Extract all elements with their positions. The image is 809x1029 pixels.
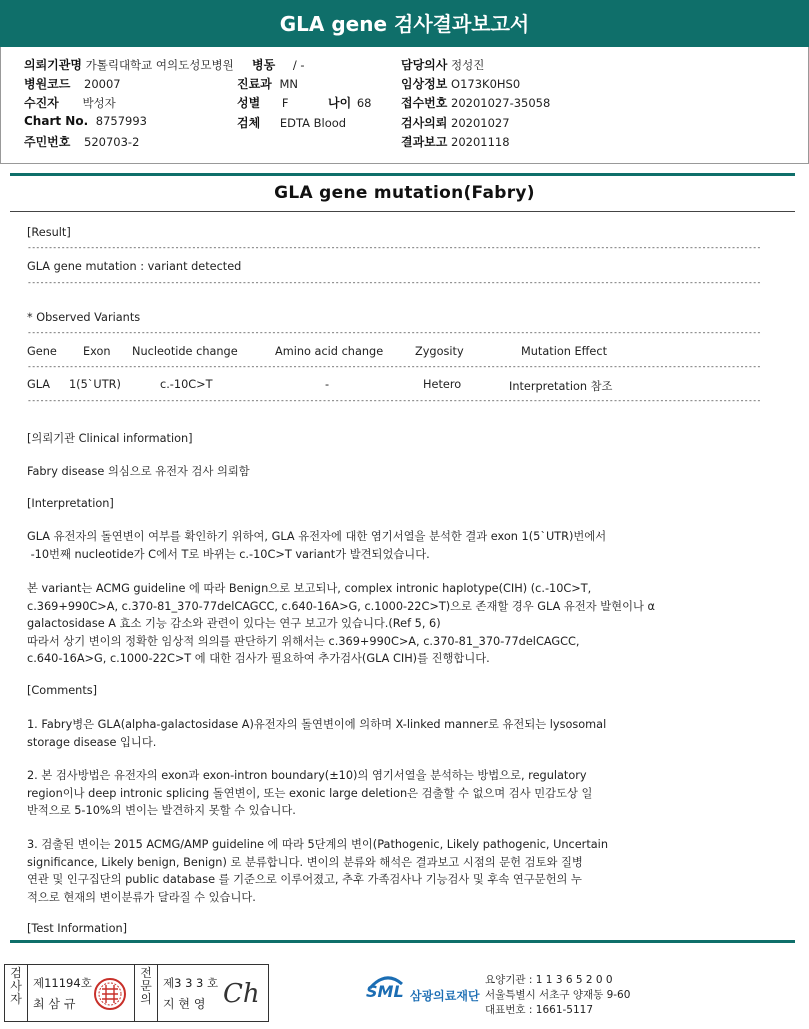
request-date-field bbox=[401, 114, 510, 131]
clinical-info-value: O173K0HS0 bbox=[451, 77, 521, 91]
dept-field bbox=[237, 75, 298, 92]
sex-value: F bbox=[281, 96, 289, 110]
examiner-license-no: 제11194호 bbox=[33, 976, 92, 990]
specimen-label: 검체 bbox=[237, 116, 261, 130]
hospital-code-value: 20007 bbox=[84, 77, 121, 91]
interpretation-paragraph-2 bbox=[27, 580, 797, 668]
age-value: 68 bbox=[356, 96, 372, 110]
text-line: 1. Fabry병은 GLA(alpha-galactosidase A)유전자의 돌연변이에 의하며 X-linked manner로 유전되는 lysosomal bbox=[27, 718, 607, 731]
text-line: 3. 검출된 변이는 2015 ACMG/AMP guideline 에 따라 5단계의 변이(Pathogenic, Likely pathogenic, Uncertain bbox=[27, 838, 608, 851]
document-title: GLA gene mutation(Fabry) bbox=[274, 183, 535, 203]
doctor-field bbox=[401, 56, 484, 73]
clinical-info-text: Fabry disease 의심으로 유전자 검사 의뢰함 bbox=[27, 465, 250, 478]
doctor-value: 정성진 bbox=[451, 58, 485, 72]
institution-label: 의뢰기관명 bbox=[24, 58, 82, 72]
report-title-bar bbox=[0, 0, 809, 47]
text-line: c.369+990C>A, c.370-81_370-77delCAGCC, c.640-16A>G, c.1000-22C>T)으로 존재할 경우 GLA 유전자 발현이나 α bbox=[27, 599, 655, 613]
approver-signature: Ch bbox=[223, 979, 260, 1009]
text-line: 2. 본 검사방법은 유전자의 exon과 exon-intron boundary(±10)의 염기서열을 분석하는 방법으로, regulatory bbox=[27, 769, 587, 782]
table-cell-nucleotide: c.-10C>T bbox=[160, 378, 213, 391]
hospital-code-field bbox=[24, 75, 121, 92]
text-line: 따라서 상기 변이의 정확한 임상적 의의를 판단하기 위해서는 c.369+990C>A, c.370-81_370-77delCAGCC, bbox=[27, 634, 580, 648]
divider: ------------------------------------------------------------------------------------------------------------------------------------------------------------------------------ bbox=[27, 328, 761, 337]
ward-label: 병동 bbox=[252, 58, 276, 72]
test-information-heading: [Test Information] bbox=[27, 922, 128, 935]
result-line: GLA gene mutation : variant detected bbox=[27, 260, 242, 273]
table-header-amino-acid: Amino acid change bbox=[275, 345, 384, 358]
org-address: 서울특별시 서초구 양재동 9-60 bbox=[485, 989, 631, 1001]
chart-field bbox=[24, 114, 147, 128]
sex-label: 성별 bbox=[237, 96, 261, 110]
dept-value: MN bbox=[279, 77, 298, 91]
institution-value: 가톨릭대학교 여의도성모병원 bbox=[85, 58, 234, 72]
label-char: 사 bbox=[10, 979, 22, 993]
table-cell-amino-acid: - bbox=[325, 378, 330, 391]
text-line: 연관 및 인구집단의 public database 를 기준으로 이루어졌고, 추후 가족검사나 기능검사 및 후속 연구문헌의 누 bbox=[27, 873, 582, 886]
approver-license-no: 제3 3 3 호 bbox=[163, 976, 219, 990]
table-cell-mutation-effect: Interpretation 참조 bbox=[509, 380, 613, 393]
examiner-label bbox=[5, 965, 28, 1021]
observed-variants-heading: * Observed Variants bbox=[27, 311, 141, 324]
text-line: c.640-16A>G, c.1000-22C>T 에 대한 검사가 필요하여 추가검사(GLA CIH)를 진행합니다. bbox=[27, 652, 490, 665]
request-date-label: 검사의뢰 bbox=[401, 116, 448, 130]
table-cell-zygosity: Hetero bbox=[423, 378, 462, 391]
text-line: GLA 유전자의 돌연변이 여부를 확인하기 위하여, GLA 유전자에 대한 염기서열을 분석한 결과 exon 1(5`UTR)번에서 bbox=[27, 530, 607, 543]
hospital-code-label: 병원코드 bbox=[24, 77, 71, 91]
dept-label: 진료과 bbox=[237, 77, 272, 91]
comment-1 bbox=[27, 716, 797, 751]
bottom-rule bbox=[10, 940, 795, 943]
label-char: 전 bbox=[140, 966, 152, 980]
ward-value: / - bbox=[292, 58, 305, 72]
report-date-field bbox=[401, 133, 510, 150]
text-line: significance, Likely benign, Benign) 로 분류합니다. 변이의 분류와 해석은 결과보고 시점의 문헌 검토와 질병 bbox=[27, 855, 583, 869]
org-code: 요양기관 : 1 1 3 6 5 2 0 0 bbox=[485, 974, 613, 986]
examiner-name: 최 삼 규 bbox=[33, 997, 76, 1011]
clinical-info-field bbox=[401, 75, 520, 92]
receipt-value: 20201027-35058 bbox=[451, 96, 551, 110]
text-line: 반적으로 5-10%의 변이는 발견하지 못할 수 있습니다. bbox=[27, 804, 296, 817]
chart-value: 8757993 bbox=[95, 114, 147, 128]
report-title: GLA gene 검사결과보고서 bbox=[279, 12, 530, 36]
id-field bbox=[24, 133, 139, 150]
table-cell-exon: 1(5`UTR) bbox=[69, 378, 121, 391]
label-char: 의 bbox=[140, 992, 152, 1006]
patient-label: 수진자 bbox=[24, 96, 59, 110]
label-char: 검 bbox=[10, 966, 22, 980]
comment-3 bbox=[27, 836, 797, 906]
report-date-label: 결과보고 bbox=[401, 135, 448, 149]
approver-label bbox=[135, 965, 158, 1021]
table-header-gene: Gene bbox=[27, 345, 57, 358]
result-heading: [Result] bbox=[27, 226, 71, 239]
id-value: 520703-2 bbox=[84, 135, 140, 149]
interpretation-heading: [Interpretation] bbox=[27, 497, 114, 510]
clinical-info-label: 임상정보 bbox=[401, 77, 448, 91]
table-cell-gene: GLA bbox=[27, 378, 51, 391]
chart-label: Chart No. bbox=[24, 114, 89, 128]
divider: ------------------------------------------------------------------------------------------------------------------------------------------------------------------------------ bbox=[27, 243, 761, 252]
doctor-label: 담당의사 bbox=[401, 58, 448, 72]
receipt-field bbox=[401, 94, 550, 111]
request-date-value: 20201027 bbox=[451, 116, 510, 130]
table-header-exon: Exon bbox=[83, 345, 111, 358]
examiner-cell bbox=[27, 965, 135, 1021]
table-header-mutation-effect: Mutation Effect bbox=[521, 345, 608, 358]
divider: ------------------------------------------------------------------------------------------------------------------------------------------------------------------------------ bbox=[27, 396, 761, 405]
text-line: storage disease 입니다. bbox=[27, 735, 157, 749]
org-phone: 대표번호 : 1661-5117 bbox=[485, 1004, 594, 1016]
seal-icon bbox=[93, 977, 127, 1011]
divider: ------------------------------------------------------------------------------------------------------------------------------------------------------------------------------ bbox=[27, 278, 761, 287]
text-line: 본 variant는 ACMG guideline 에 따라 Benign으로 보고되나, complex intronic haplotype(CIH) (c.-10C>T, bbox=[27, 582, 592, 595]
label-char: 자 bbox=[10, 992, 22, 1006]
specimen-field bbox=[237, 114, 346, 131]
receipt-label: 접수번호 bbox=[401, 96, 448, 110]
comments-heading: [Comments] bbox=[27, 684, 98, 697]
title-rule bbox=[10, 211, 795, 212]
id-label: 주민번호 bbox=[24, 135, 71, 149]
text-line: 적으로 현재의 변이분류가 달라질 수 있습니다. bbox=[27, 890, 256, 904]
approver-name: 지 현 영 bbox=[163, 997, 206, 1011]
label-char: 문 bbox=[140, 979, 152, 993]
text-line: galactosidase A 효소 기능 감소와 관련이 있다는 연구 보고가 있습니다.(Ref 5, 6) bbox=[27, 617, 441, 630]
approver-cell bbox=[157, 965, 268, 1021]
age-label: 나이 bbox=[328, 96, 352, 110]
divider: ------------------------------------------------------------------------------------------------------------------------------------------------------------------------------ bbox=[27, 362, 761, 371]
top-rule bbox=[10, 173, 795, 176]
org-name: 삼광의료재단 bbox=[410, 989, 480, 1003]
ward-field bbox=[252, 56, 305, 73]
info-row-1 bbox=[24, 56, 234, 73]
signature-box bbox=[4, 964, 269, 1022]
logo-text: SML bbox=[366, 982, 404, 1001]
text-line: -10번째 nucleotide가 C에서 T로 바뀌는 c.-10C>T variant가 발견되었습니다. bbox=[27, 547, 430, 561]
comment-2 bbox=[27, 767, 797, 820]
table-header-nucleotide: Nucleotide change bbox=[132, 345, 238, 358]
age-field bbox=[328, 94, 371, 111]
sex-field bbox=[237, 94, 288, 111]
report-date-value: 20201118 bbox=[451, 135, 510, 149]
patient-value: 박성자 bbox=[82, 96, 116, 110]
patient-field bbox=[24, 94, 116, 111]
table-header-zygosity: Zygosity bbox=[415, 345, 464, 358]
specimen-value: EDTA Blood bbox=[279, 116, 347, 130]
sml-logo-icon bbox=[366, 970, 406, 1010]
clinical-info-heading: [의뢰기관 Clinical information] bbox=[27, 432, 193, 445]
interpretation-paragraph-1 bbox=[27, 528, 797, 563]
text-line: region이나 deep intronic splicing 돌연변이, 또는 exonic large deletion은 검출할 수 없으며 검사 민감도상 일 bbox=[27, 786, 593, 800]
